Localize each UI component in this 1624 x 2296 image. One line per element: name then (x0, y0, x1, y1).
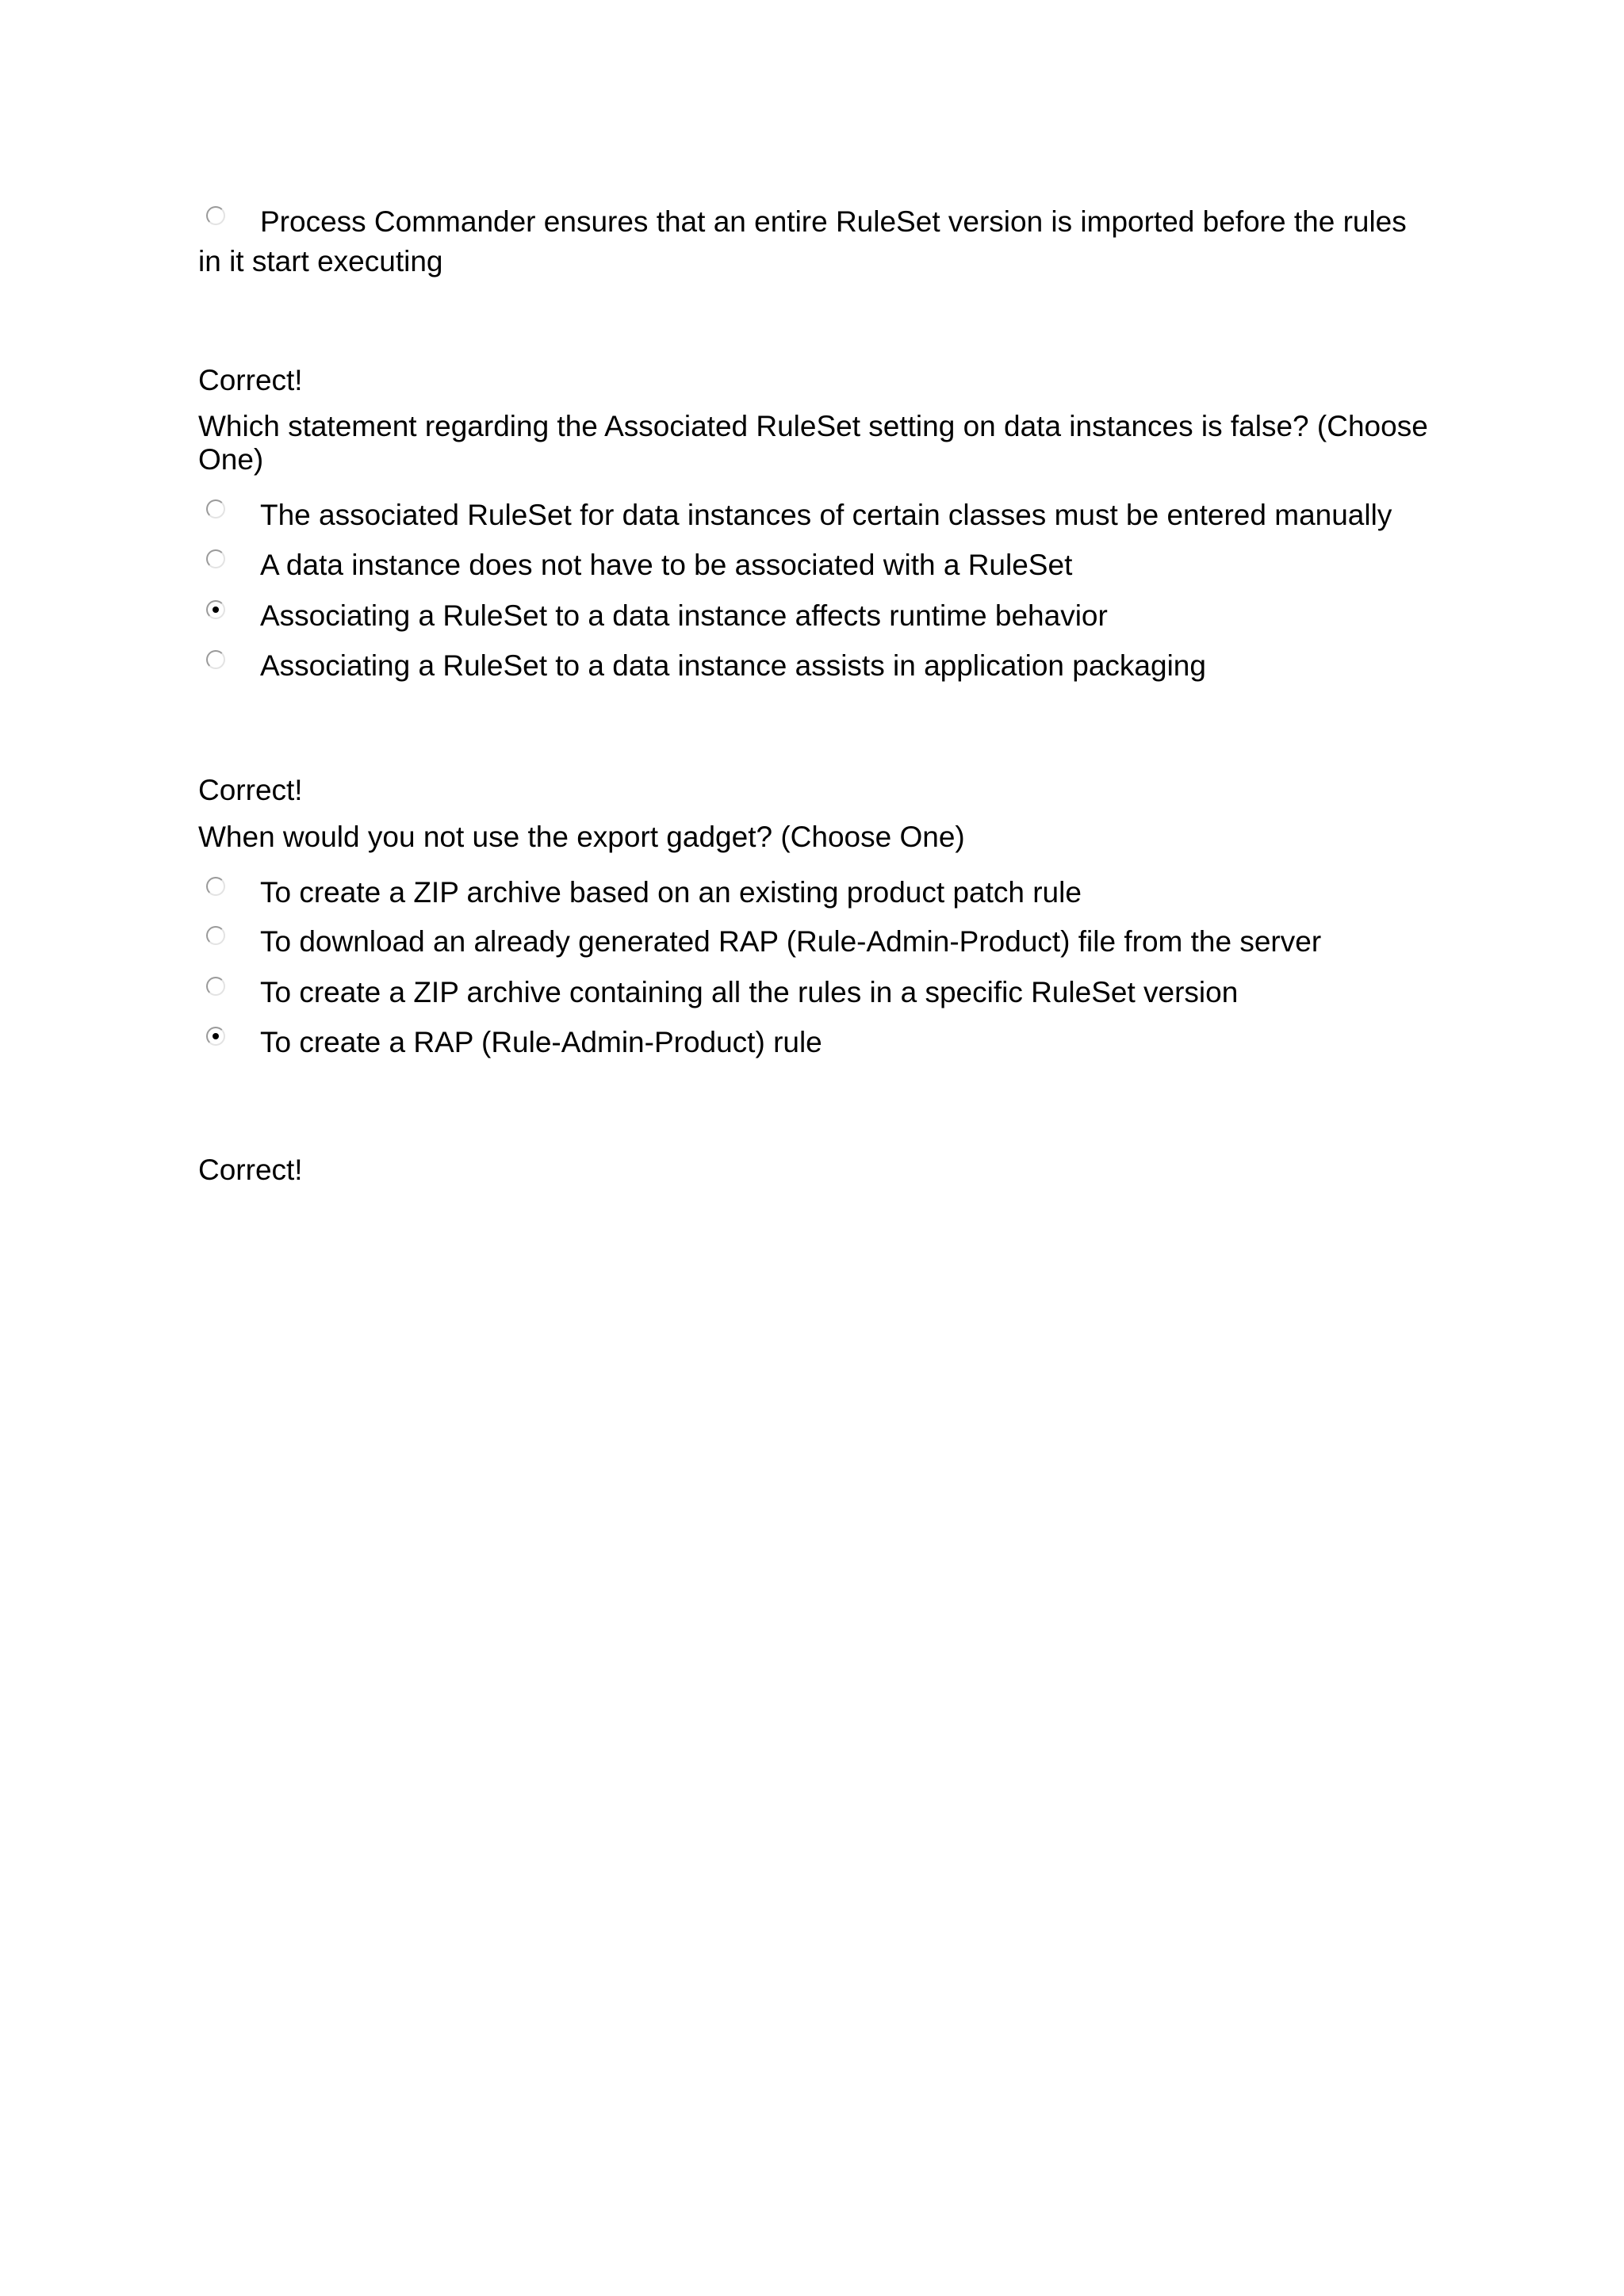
result-correct: Correct! (198, 1154, 303, 1186)
question-1-option-3[interactable] (198, 596, 1435, 636)
radio-button[interactable] (206, 926, 225, 945)
option-label: Associating a RuleSet to a data instance assists in application packaging (260, 649, 1206, 682)
radio-button[interactable] (206, 499, 225, 519)
result-correct: Correct! (198, 774, 303, 806)
question-2-option-1[interactable] (198, 873, 1435, 913)
option-top[interactable] (198, 202, 1435, 281)
radio-button[interactable] (206, 206, 225, 225)
radio-button[interactable] (206, 600, 225, 619)
radio-button[interactable] (206, 1027, 225, 1046)
option-label: A data instance does not have to be associated with a RuleSet (260, 549, 1073, 581)
radio-button[interactable] (206, 650, 225, 669)
question-2-option-4[interactable] (198, 1023, 1435, 1062)
question-1-option-4[interactable] (198, 646, 1435, 686)
question-2-option-2[interactable] (198, 922, 1435, 962)
result-correct: Correct! (198, 364, 303, 396)
quiz-page (198, 0, 1435, 2296)
option-label: Associating a RuleSet to a data instance affects runtime behavior (260, 599, 1108, 632)
radio-button[interactable] (206, 549, 225, 568)
option-label: Process Commander ensures that an entire RuleSet version is imported before the rules in it start executing (198, 205, 1407, 277)
option-label: The associated RuleSet for data instances of certain classes must be entered manually (260, 499, 1392, 531)
question-2-prompt: When would you not use the export gadget? (Choose One) (198, 821, 965, 853)
question-1-option-1[interactable] (198, 496, 1435, 535)
option-label: To create a ZIP archive containing all the rules in a specific RuleSet version (260, 976, 1239, 1008)
option-label: To download an already generated RAP (Rule-Admin-Product) file from the server (260, 925, 1322, 958)
option-label: To create a RAP (Rule-Admin-Product) rule (260, 1026, 822, 1058)
question-2-option-3[interactable] (198, 973, 1435, 1012)
radio-button[interactable] (206, 877, 225, 896)
question-1-prompt: Which statement regarding the Associated RuleSet setting on data instances is false? (Choose One) (198, 410, 1428, 476)
radio-button[interactable] (206, 977, 225, 996)
question-1-option-2[interactable] (198, 545, 1435, 585)
option-label: To create a ZIP archive based on an existing product patch rule (260, 876, 1082, 909)
